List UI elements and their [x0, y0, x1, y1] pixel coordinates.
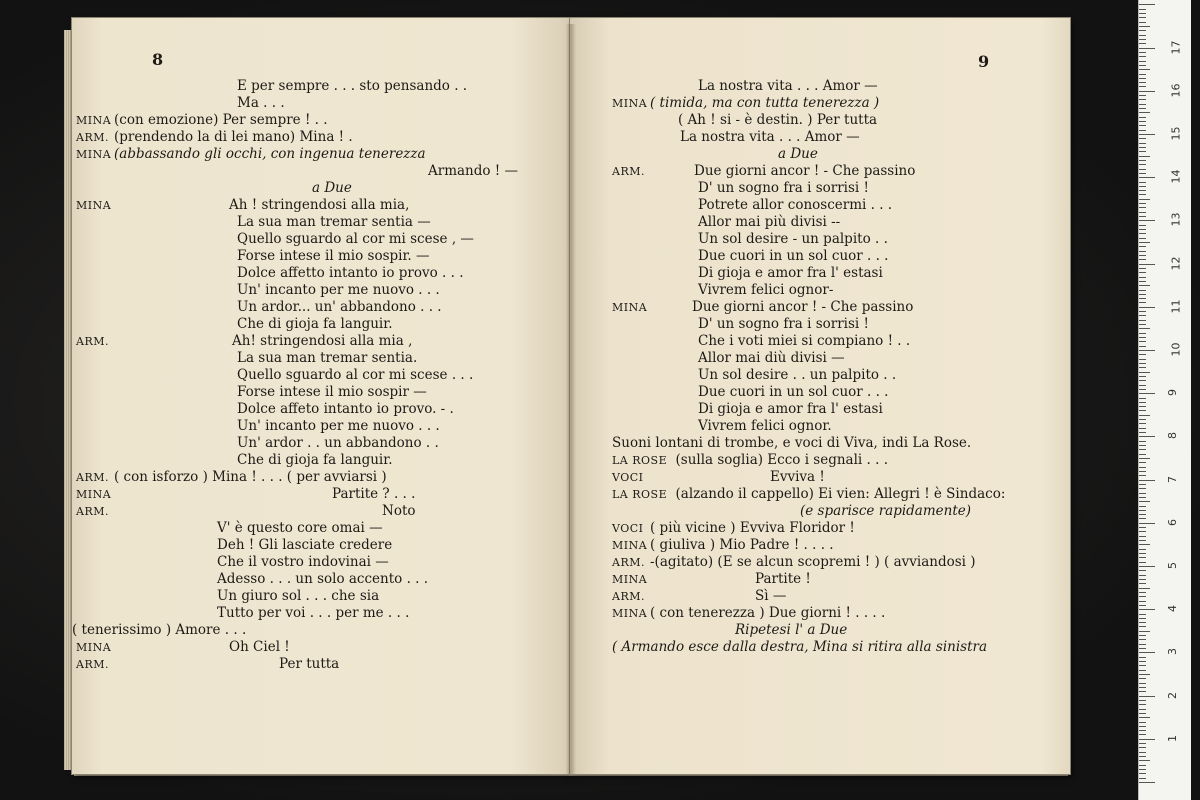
ruler-tick [1139, 259, 1146, 260]
ruler-tick [1139, 48, 1155, 49]
text-line: Partite ? . . . [332, 486, 416, 502]
text-line: Un' incanto per me nuovo . . . [237, 282, 440, 298]
ruler-tick [1139, 691, 1146, 692]
ruler-tick [1139, 315, 1146, 316]
ruler-tick [1139, 570, 1146, 571]
ruler-tick [1139, 722, 1146, 723]
ruler-tick [1139, 207, 1146, 208]
right-page [570, 18, 1070, 774]
speaker-name: MINA [612, 607, 648, 620]
ruler-tick [1139, 480, 1155, 481]
text-line: La nostra vita . . . Amor — [680, 129, 860, 145]
ruler-tick [1139, 328, 1150, 329]
ruler-tick [1139, 635, 1146, 636]
ruler-tick [1139, 117, 1146, 118]
ruler-number: 10 [1169, 342, 1183, 357]
ruler-tick [1139, 164, 1146, 165]
ruler-tick [1139, 393, 1155, 394]
speaker-name: MINA [612, 97, 648, 110]
text-line: Ah! stringendosi alla mia , [232, 333, 413, 349]
ruler-tick [1139, 773, 1146, 774]
text-line: (alzando il cappello) Ei vien: Allegri ! è Sindaco: [675, 486, 1006, 502]
text-line: (e sparisce rapidamente) [800, 503, 972, 519]
ruler-tick [1139, 169, 1146, 170]
ruler-tick [1139, 285, 1150, 286]
left-page [72, 18, 570, 774]
ruler-tick [1139, 125, 1146, 126]
ruler-number: 3 [1166, 648, 1179, 656]
ruler-tick [1139, 86, 1146, 87]
ruler-tick [1139, 441, 1146, 442]
ruler-tick [1139, 376, 1146, 377]
text-line: Armando ! — [428, 163, 519, 179]
ruler-tick [1139, 398, 1146, 399]
ruler-tick [1139, 454, 1146, 455]
ruler-tick [1139, 527, 1146, 528]
ruler-tick [1139, 514, 1146, 515]
ruler-tick [1139, 734, 1146, 735]
ruler-tick [1139, 311, 1146, 312]
speaker-name: MINA [76, 641, 112, 654]
ruler-number: 9 [1166, 389, 1179, 397]
ruler-tick [1139, 605, 1146, 606]
ruler-tick [1139, 670, 1146, 671]
ruler-tick [1139, 160, 1146, 161]
text-line: La nostra vita . . . Amor — [698, 78, 878, 94]
ruler-number: 14 [1169, 169, 1183, 184]
text-line: Un sol desire . . un palpito . . [698, 367, 897, 383]
right-page-number: 9 [978, 52, 990, 71]
ruler-tick [1139, 467, 1146, 468]
ruler-tick [1139, 277, 1146, 278]
ruler-tick [1139, 704, 1146, 705]
text-line: Vivrem felici ognor. [698, 418, 832, 434]
ruler-tick [1139, 35, 1146, 36]
ruler-tick [1139, 579, 1146, 580]
ruler-tick [1139, 760, 1150, 761]
ruler-tick [1139, 644, 1146, 645]
ruler-tick [1139, 696, 1155, 697]
ruler-tick [1139, 99, 1146, 100]
ruler-tick [1139, 238, 1146, 239]
text-line: La sua man tremar sentia — [237, 214, 431, 230]
ruler-tick [1139, 756, 1146, 757]
ruler-tick [1139, 177, 1155, 178]
ruler-tick [1139, 687, 1146, 688]
ruler-tick [1139, 510, 1146, 511]
ruler-tick [1139, 415, 1150, 416]
left-page-number: 8 [152, 50, 164, 69]
ruler-tick [1139, 380, 1146, 381]
text-line: Partite ! [755, 571, 811, 587]
ruler-tick [1139, 506, 1146, 507]
ruler-tick [1139, 523, 1155, 524]
ruler-tick [1139, 657, 1146, 658]
ruler-tick [1139, 307, 1155, 308]
text-line: Due cuori in un sol cuor . . . [698, 248, 889, 264]
text-line: Due cuori in un sol cuor . . . [698, 384, 889, 400]
ruler-number: 13 [1169, 212, 1183, 227]
ruler-tick [1139, 4, 1155, 5]
text-line: Ma . . . [237, 95, 285, 111]
ruler-tick [1139, 423, 1146, 424]
ruler-tick [1139, 298, 1146, 299]
ruler-tick [1139, 639, 1146, 640]
text-line: ( Armando esce dalla destra, Mina si ritira alla sinistra [612, 639, 988, 655]
text-line: Che i voti miei si compiano ! . . [698, 333, 911, 349]
text-line: Oh Ciel ! [229, 639, 290, 655]
ruler-tick [1139, 182, 1146, 183]
ruler-tick [1139, 186, 1146, 187]
ruler-tick [1139, 432, 1146, 433]
ruler-number: 6 [1166, 518, 1179, 526]
ruler-tick [1139, 138, 1146, 139]
ruler-tick [1139, 614, 1146, 615]
ruler-tick [1139, 518, 1146, 519]
text-line: Che il vostro indovinai — [217, 554, 389, 570]
ruler-tick [1139, 56, 1146, 57]
text-line: Ah ! stringendosi alla mia, [229, 197, 410, 213]
speaker-name: MINA [76, 488, 112, 501]
ruler-tick [1139, 752, 1146, 753]
ruler-tick [1139, 402, 1146, 403]
text-line: La sua man tremar sentia. [237, 350, 418, 366]
page-stack-edge [64, 30, 72, 770]
ruler-tick [1139, 717, 1150, 718]
ruler-tick [1139, 225, 1146, 226]
ruler-tick [1139, 497, 1146, 498]
ruler-tick [1139, 765, 1146, 766]
ruler-tick [1139, 43, 1146, 44]
ruler-tick [1139, 484, 1146, 485]
ruler-number: 4 [1166, 605, 1179, 613]
ruler-tick [1139, 246, 1146, 247]
ruler-number: 2 [1166, 691, 1179, 699]
text-line: Dolce affetto intanto io provo . . . [237, 265, 464, 281]
ruler-tick [1139, 462, 1146, 463]
ruler-tick [1139, 743, 1146, 744]
ruler-tick [1139, 151, 1146, 152]
speaker-name: MINA [612, 301, 648, 314]
text-line: ( Ah ! si - è destin. ) Per tutta [678, 112, 878, 128]
ruler-tick [1139, 730, 1146, 731]
text-line: V' è questo core omai — [217, 520, 383, 536]
ruler-tick [1139, 575, 1146, 576]
ruler-tick [1139, 108, 1146, 109]
ruler-tick [1139, 661, 1146, 662]
ruler-tick [1139, 665, 1146, 666]
ruler-tick [1139, 410, 1146, 411]
ruler-number: 12 [1169, 256, 1183, 271]
ruler-tick [1139, 82, 1146, 83]
ruler-number: 5 [1166, 562, 1179, 569]
ruler-tick [1139, 26, 1150, 27]
ruler-tick [1139, 475, 1146, 476]
ruler-tick [1139, 156, 1150, 157]
text-line: Adesso . . . un solo accento . . . [217, 571, 429, 587]
ruler-tick [1139, 626, 1146, 627]
ruler-tick [1139, 69, 1150, 70]
text-line: Forse intese il mio sospir — [237, 384, 427, 400]
ruler-tick [1139, 778, 1146, 779]
ruler-tick [1139, 112, 1150, 113]
text-line: a Due [312, 180, 352, 196]
ruler-tick [1139, 713, 1146, 714]
ruler-tick [1139, 268, 1146, 269]
ruler-tick [1139, 536, 1146, 537]
text-line: Un' ardor . . un abbandono . . [237, 435, 439, 451]
speaker-name: LA ROSE [612, 488, 668, 501]
text-line: D' un sogno fra i sorrisi ! [698, 180, 869, 196]
ruler-tick [1139, 52, 1146, 53]
speaker-name: MINA [76, 199, 112, 212]
speaker-name: MINA [76, 148, 112, 161]
ruler-tick [1139, 229, 1146, 230]
ruler-tick [1139, 769, 1146, 770]
text-line: Un' incanto per me nuovo . . . [237, 418, 440, 434]
ruler-tick [1139, 747, 1146, 748]
text-line: Potrete allor conoscermi . . . [698, 197, 893, 213]
ruler-tick [1139, 272, 1146, 273]
ruler-tick [1139, 566, 1155, 567]
ruler-number: 11 [1169, 299, 1183, 314]
text-line: Quello sguardo al cor mi scese , — [237, 231, 474, 247]
ruler-tick [1139, 406, 1146, 407]
text-line: ( con tenerezza ) Due giorni ! . . . . [650, 605, 886, 621]
ruler-tick [1139, 648, 1146, 649]
ruler-tick [1139, 354, 1146, 355]
ruler-tick [1139, 726, 1146, 727]
ruler-tick [1139, 320, 1146, 321]
ruler-tick [1139, 531, 1146, 532]
ruler-tick [1139, 428, 1146, 429]
ruler-tick [1139, 294, 1146, 295]
ruler-tick [1139, 290, 1146, 291]
ruler-tick [1139, 242, 1150, 243]
speaker-name: VOCI [612, 471, 644, 484]
ruler-tick [1139, 553, 1146, 554]
text-line: Deh ! Gli lasciate credere [217, 537, 393, 553]
speaker-name: MINA [76, 114, 112, 127]
text-line: Tutto per voi . . . per me . . . [217, 605, 410, 621]
text-line: Sì — [755, 588, 787, 604]
ruler-tick [1139, 194, 1146, 195]
ruler-tick [1139, 22, 1146, 23]
ruler-tick [1139, 652, 1155, 653]
ruler-tick [1139, 782, 1155, 783]
text-line: ( giuliva ) Mio Padre ! . . . . [650, 537, 834, 553]
ruler-tick [1139, 592, 1146, 593]
speaker-name: ARM. [76, 335, 109, 348]
speaker-name: ARM. [612, 165, 645, 178]
ruler-tick [1139, 562, 1146, 563]
ruler-tick [1139, 471, 1146, 472]
ruler-tick [1139, 134, 1155, 135]
text-line: (prendendo la di lei mano) Mina ! . [114, 129, 353, 145]
text-line: (abbassando gli occhi, con ingenua tenerezza [114, 146, 426, 162]
ruler-tick [1139, 17, 1146, 18]
ruler-number: 17 [1169, 40, 1183, 55]
ruler-tick [1139, 61, 1146, 62]
text-line: (sulla soglia) Ecco i segnali . . . [675, 452, 888, 468]
ruler-tick [1139, 350, 1155, 351]
text-line: (con emozione) Per sempre ! . . [114, 112, 328, 128]
text-line: Di gioja e amor fra l' estasi [698, 265, 883, 281]
text-line: Noto [382, 503, 416, 519]
ruler-tick [1139, 251, 1146, 252]
text-line: Allor mai più divisi -- [698, 214, 841, 230]
ruler-tick [1139, 359, 1146, 360]
ruler-tick [1139, 596, 1146, 597]
ruler-tick [1139, 9, 1146, 10]
ruler-tick [1139, 95, 1146, 96]
ruler-tick [1139, 588, 1150, 589]
text-line: Dolce affeto intanto io provo. - . [237, 401, 454, 417]
ruler-tick [1139, 281, 1146, 282]
text-line: ( tenerissimo ) Amore . . . [72, 622, 247, 638]
ruler-tick [1139, 583, 1146, 584]
measuring-ruler [1138, 0, 1191, 800]
ruler-tick [1139, 385, 1146, 386]
ruler-tick [1139, 233, 1146, 234]
speaker-name: ARM. [612, 590, 645, 603]
speaker-name: ARM. [76, 505, 109, 518]
ruler-number: 7 [1166, 475, 1179, 483]
text-line: Ripetesi l' a Due [735, 622, 848, 638]
text-line: Forse intese il mio sospir. — [237, 248, 430, 264]
ruler-tick [1139, 436, 1155, 437]
ruler-tick [1139, 674, 1150, 675]
ruler-number: 8 [1166, 432, 1179, 440]
ruler-tick [1139, 143, 1146, 144]
text-line: Un giuro sol . . . che sia [217, 588, 380, 604]
ruler-tick [1139, 13, 1146, 14]
ruler-tick [1139, 501, 1150, 502]
speaker-name: VOCI [612, 522, 644, 535]
ruler-tick [1139, 389, 1146, 390]
text-line: Un sol desire - un palpito . . [698, 231, 888, 247]
ruler-tick [1139, 173, 1146, 174]
text-line: ( timida, ma con tutta tenerezza ) [650, 95, 880, 111]
ruler-number: 15 [1169, 126, 1183, 141]
ruler-tick [1139, 104, 1146, 105]
ruler-tick [1139, 324, 1146, 325]
book-gutter [566, 24, 576, 774]
ruler-tick [1139, 449, 1146, 450]
text-line: Per tutta [279, 656, 340, 672]
ruler-tick [1139, 678, 1146, 679]
ruler-tick [1139, 458, 1150, 459]
text-line: ( più vicine ) Evviva Floridor ! [650, 520, 855, 536]
ruler-tick [1139, 264, 1155, 265]
ruler-tick [1139, 346, 1146, 347]
ruler-tick [1139, 216, 1146, 217]
ruler-tick [1139, 419, 1146, 420]
speaker-name: ARM. [76, 471, 109, 484]
ruler-tick [1139, 609, 1155, 610]
ruler-tick [1139, 121, 1146, 122]
text-line: Quello sguardo al cor mi scese . . . [237, 367, 474, 383]
ruler-tick [1139, 78, 1146, 79]
ruler-tick [1139, 739, 1155, 740]
ruler-tick [1139, 549, 1146, 550]
ruler-tick [1139, 199, 1150, 200]
ruler-tick [1139, 39, 1146, 40]
ruler-tick [1139, 488, 1146, 489]
text-line: Che di gioja fa languir. [237, 316, 393, 332]
ruler-tick [1139, 700, 1146, 701]
speaker-name: ARM. [76, 658, 109, 671]
text-line: a Due [778, 146, 818, 162]
ruler-tick [1139, 65, 1146, 66]
ruler-tick [1139, 130, 1146, 131]
ruler-tick [1139, 363, 1146, 364]
ruler-tick [1139, 367, 1146, 368]
ruler-tick [1139, 302, 1146, 303]
text-line: Vivrem felici ognor- [698, 282, 834, 298]
text-line: Un ardor... un' abbandono . . . [237, 299, 442, 315]
ruler-tick [1139, 445, 1146, 446]
text-line: Due giorni ancor ! - Che passino [694, 163, 916, 179]
ruler-tick [1139, 212, 1146, 213]
text-line: Allor mai diù divisi — [698, 350, 845, 366]
ruler-tick [1139, 203, 1146, 204]
ruler-tick [1139, 147, 1146, 148]
speaker-name: ARM. [76, 131, 109, 144]
ruler-tick [1139, 255, 1146, 256]
ruler-tick [1139, 622, 1146, 623]
speaker-name: MINA [612, 539, 648, 552]
ruler-tick [1139, 618, 1146, 619]
ruler-tick [1139, 190, 1146, 191]
text-line: E per sempre . . . sto pensando . . [237, 78, 468, 94]
text-line: Evviva ! [770, 469, 825, 485]
text-line: ( con isforzo ) Mina ! . . . ( per avviarsi ) [114, 469, 387, 485]
text-line: -(agitato) (E se alcun scopremi ! ) ( avviandosi ) [650, 554, 976, 570]
ruler-tick [1139, 540, 1146, 541]
ruler-tick [1139, 683, 1146, 684]
ruler-tick [1139, 337, 1146, 338]
speaker-name: MINA [612, 573, 648, 586]
speaker-name: LA ROSE [612, 454, 668, 467]
ruler-tick [1139, 631, 1150, 632]
ruler-tick [1139, 74, 1146, 75]
text-line: Di gioja e amor fra l' estasi [698, 401, 883, 417]
text-line: Suoni lontani di trombe, e voci di Viva, indi La Rose. [612, 435, 972, 451]
text-line: Che di gioja fa languir. [237, 452, 393, 468]
ruler-tick [1139, 91, 1155, 92]
ruler-tick [1139, 372, 1150, 373]
ruler-tick [1139, 709, 1146, 710]
ruler-tick [1139, 601, 1146, 602]
text-line: D' un sogno fra i sorrisi ! [698, 316, 869, 332]
text-line: Due giorni ancor ! - Che passino [692, 299, 914, 315]
ruler-number: 1 [1166, 734, 1179, 742]
ruler-tick [1139, 333, 1146, 334]
ruler-tick [1139, 557, 1146, 558]
ruler-number: 16 [1169, 83, 1183, 98]
speaker-name: ARM. [612, 556, 645, 569]
ruler-tick [1139, 30, 1146, 31]
ruler-tick [1139, 220, 1155, 221]
ruler-tick [1139, 493, 1146, 494]
ruler-tick [1139, 544, 1150, 545]
ruler-tick [1139, 341, 1146, 342]
